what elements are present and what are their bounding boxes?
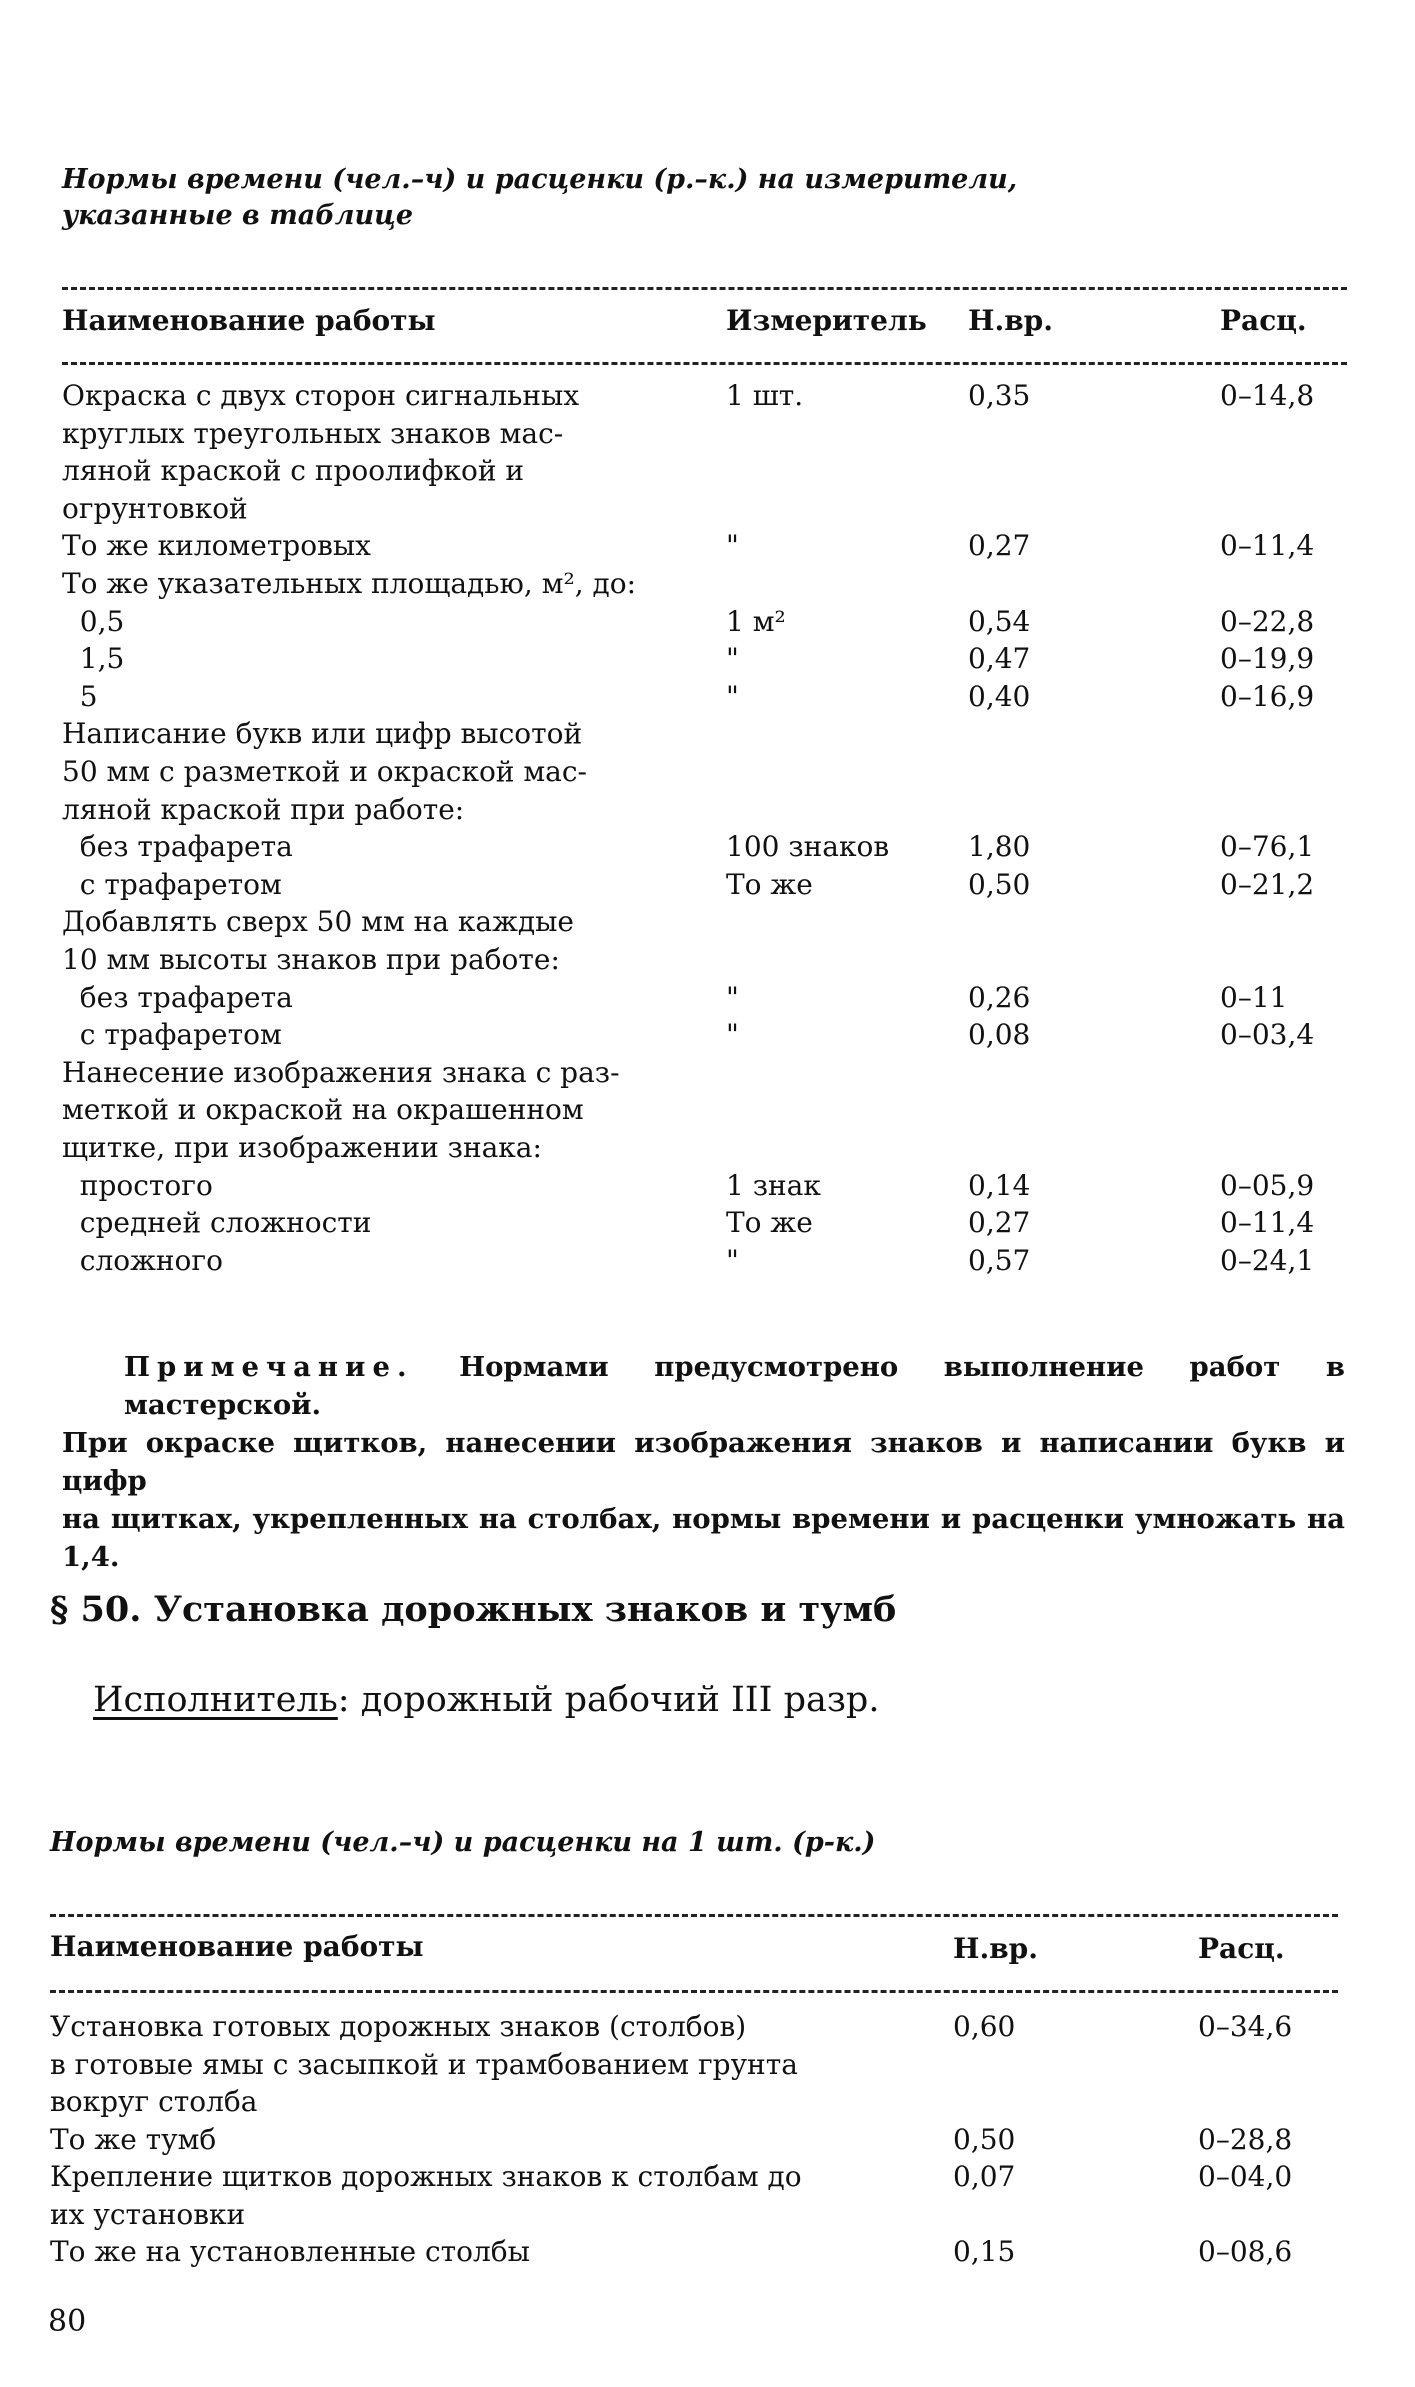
- executor-line: [93, 1678, 879, 1722]
- table2-header-rule: [50, 1990, 1338, 1993]
- note-line1-text: Нормами предусмотрено выполнение работ в мастерской.: [124, 1351, 1345, 1421]
- table1-row-rate: 0–05,9: [1220, 1169, 1315, 1202]
- table1-row-unit: 1 шт.: [726, 379, 804, 412]
- table2-row-name: То же тумб: [50, 2123, 217, 2156]
- table2-row-name: их установки: [50, 2198, 246, 2231]
- table1-row-name: 5: [62, 680, 98, 713]
- table1-row-name: 1,5: [62, 642, 125, 675]
- table1-row-name: 0,5: [62, 605, 125, 638]
- table1-row-unit: 1 м²: [726, 605, 786, 638]
- table1-row-name: меткой и окраской на окрашенном: [62, 1093, 584, 1126]
- note-line3: на щитках, укрепленных на столбах, нормы времени и расценки умножать на 1,4.: [62, 1503, 1345, 1573]
- table1-header-rate: Расц.: [1220, 304, 1307, 337]
- table1-row-norm: 1,80: [968, 830, 1031, 863]
- table1-row-name: То же указательных площадью, м², до:: [62, 567, 637, 600]
- table2-row-name: Крепление щитков дорожных знаков к столбам до: [50, 2160, 802, 2193]
- table1-row-norm: 0,54: [968, 605, 1031, 638]
- table1-row-unit: То же: [726, 868, 813, 901]
- table1-row-name: ляной краской с проолифкой и: [62, 454, 525, 487]
- table1-row-rate: 0–76,1: [1220, 830, 1315, 863]
- table1-row-norm: 0,14: [968, 1169, 1031, 1202]
- table1-row-norm: 0,40: [968, 680, 1031, 713]
- table2-row-norm: 0,50: [953, 2123, 1016, 2156]
- table1-row-name: То же километровых: [62, 529, 371, 562]
- table1-row-unit: То же: [726, 1206, 813, 1239]
- table1-row-norm: 0,27: [968, 529, 1031, 562]
- note-line1: [62, 1348, 1345, 1424]
- table1-header-unit: Измеритель: [726, 304, 927, 337]
- table1-row-unit: ": [726, 1244, 739, 1277]
- table2-row-name: вокруг столба: [50, 2085, 258, 2118]
- table1-row-name: простого: [62, 1169, 213, 1202]
- table1-row-rate: 0–11,4: [1220, 529, 1315, 562]
- table2-row-name: Установка готовых дорожных знаков (столбов): [50, 2010, 747, 2043]
- note-label: Примечание.: [124, 1351, 414, 1383]
- table1-row-name: сложного: [62, 1244, 223, 1277]
- table2-header-rate: Расц.: [1198, 1932, 1285, 1965]
- table2-row-norm: 0,60: [953, 2010, 1016, 2043]
- table1-row-name: 50 мм с разметкой и окраской мас-: [62, 755, 587, 788]
- table1-row-name: Нанесение изображения знака с раз-: [62, 1056, 620, 1089]
- table1-header-norm: Н.вр.: [968, 304, 1053, 337]
- table2-top-rule: [50, 1914, 1338, 1917]
- table1-row-unit: 100 знаков: [726, 830, 890, 863]
- table2-row-rate: 0–08,6: [1198, 2235, 1293, 2268]
- table1-row-rate: 0–19,9: [1220, 642, 1315, 675]
- table1-row-norm: 0,47: [968, 642, 1031, 675]
- table1-row-unit: ": [726, 680, 739, 713]
- table1-row-norm: 0,27: [968, 1206, 1031, 1239]
- table2-row-norm: 0,07: [953, 2160, 1016, 2193]
- table2-row-name: То же на установленные столбы: [50, 2235, 530, 2268]
- table1-row-rate: 0–22,8: [1220, 605, 1315, 638]
- table1-row-norm: 0,50: [968, 868, 1031, 901]
- table1-row-rate: 0–14,8: [1220, 379, 1315, 412]
- table1-row-unit: ": [726, 529, 739, 562]
- table1-row-name: ляной краской при работе:: [62, 793, 465, 826]
- table1-row-norm: 0,08: [968, 1018, 1031, 1051]
- table1-row-name: 10 мм высоты знаков при работе:: [62, 943, 560, 976]
- table1-row-name: щитке, при изображении знака:: [62, 1131, 542, 1164]
- table1-row-name: огрунтовкой: [62, 492, 248, 525]
- note-paragraph: [62, 1348, 1345, 1576]
- table1-row-rate: 0–21,2: [1220, 868, 1315, 901]
- table1-row-norm: 0,26: [968, 981, 1031, 1014]
- table1-row-name: без трафарета: [62, 830, 293, 863]
- table1-header-name: Наименование работы: [62, 304, 436, 337]
- table1-row-rate: 0–24,1: [1220, 1244, 1315, 1277]
- table1-row-unit: ": [726, 642, 739, 675]
- table1-row-name: круглых треугольных знаков мас-: [62, 417, 564, 450]
- page-number: 80: [48, 2304, 87, 2339]
- executor-label: Исполнитель: [93, 1680, 338, 1720]
- section-title: § 50. Установка дорожных знаков и тумб: [50, 1589, 897, 1630]
- table1-caption-line1: Нормы времени (чел.–ч) и расценки (р.–к.) на измерители,: [62, 164, 1018, 195]
- table1-row-unit: ": [726, 1018, 739, 1051]
- table2-header-name: Наименование работы: [50, 1930, 424, 1963]
- table1-row-rate: 0–03,4: [1220, 1018, 1315, 1051]
- table1-row-rate: 0–11: [1220, 981, 1288, 1014]
- note-line2: При окраске щитков, нанесении изображения знаков и написании букв и цифр: [62, 1427, 1345, 1497]
- table2-row-norm: 0,15: [953, 2235, 1016, 2268]
- table1-row-norm: 0,57: [968, 1244, 1031, 1277]
- table1-row-name: Написание букв или цифр высотой: [62, 717, 583, 750]
- table1-row-name: Окраска с двух сторон сигнальных: [62, 379, 580, 412]
- table1-row-rate: 0–11,4: [1220, 1206, 1315, 1239]
- table1-top-rule: [62, 287, 1347, 290]
- table1-caption-line2: указанные в таблице: [62, 200, 414, 231]
- table1-header-rule: [62, 362, 1347, 365]
- table1-row-norm: 0,35: [968, 379, 1031, 412]
- executor-value: : дорожный рабочий III разр.: [337, 1680, 880, 1720]
- table1-row-unit: ": [726, 981, 739, 1014]
- table1-row-name: без трафарета: [62, 981, 293, 1014]
- table2-row-rate: 0–04,0: [1198, 2160, 1293, 2193]
- table2-row-rate: 0–28,8: [1198, 2123, 1293, 2156]
- table2-header-norm: Н.вр.: [953, 1932, 1038, 1965]
- table1-row-name: с трафаретом: [62, 1018, 282, 1051]
- table2-caption: Нормы времени (чел.–ч) и расценки на 1 шт. (р-к.): [50, 1827, 876, 1858]
- table1-row-unit: 1 знак: [726, 1169, 821, 1202]
- table2-row-name: в готовые ямы с засыпкой и трамбованием грунта: [50, 2048, 798, 2081]
- table1-row-name: с трафаретом: [62, 868, 282, 901]
- table2-row-rate: 0–34,6: [1198, 2010, 1293, 2043]
- table1-row-rate: 0–16,9: [1220, 680, 1315, 713]
- table1-row-name: средней сложности: [62, 1206, 372, 1239]
- table1-row-name: Добавлять сверх 50 мм на каждые: [62, 905, 574, 938]
